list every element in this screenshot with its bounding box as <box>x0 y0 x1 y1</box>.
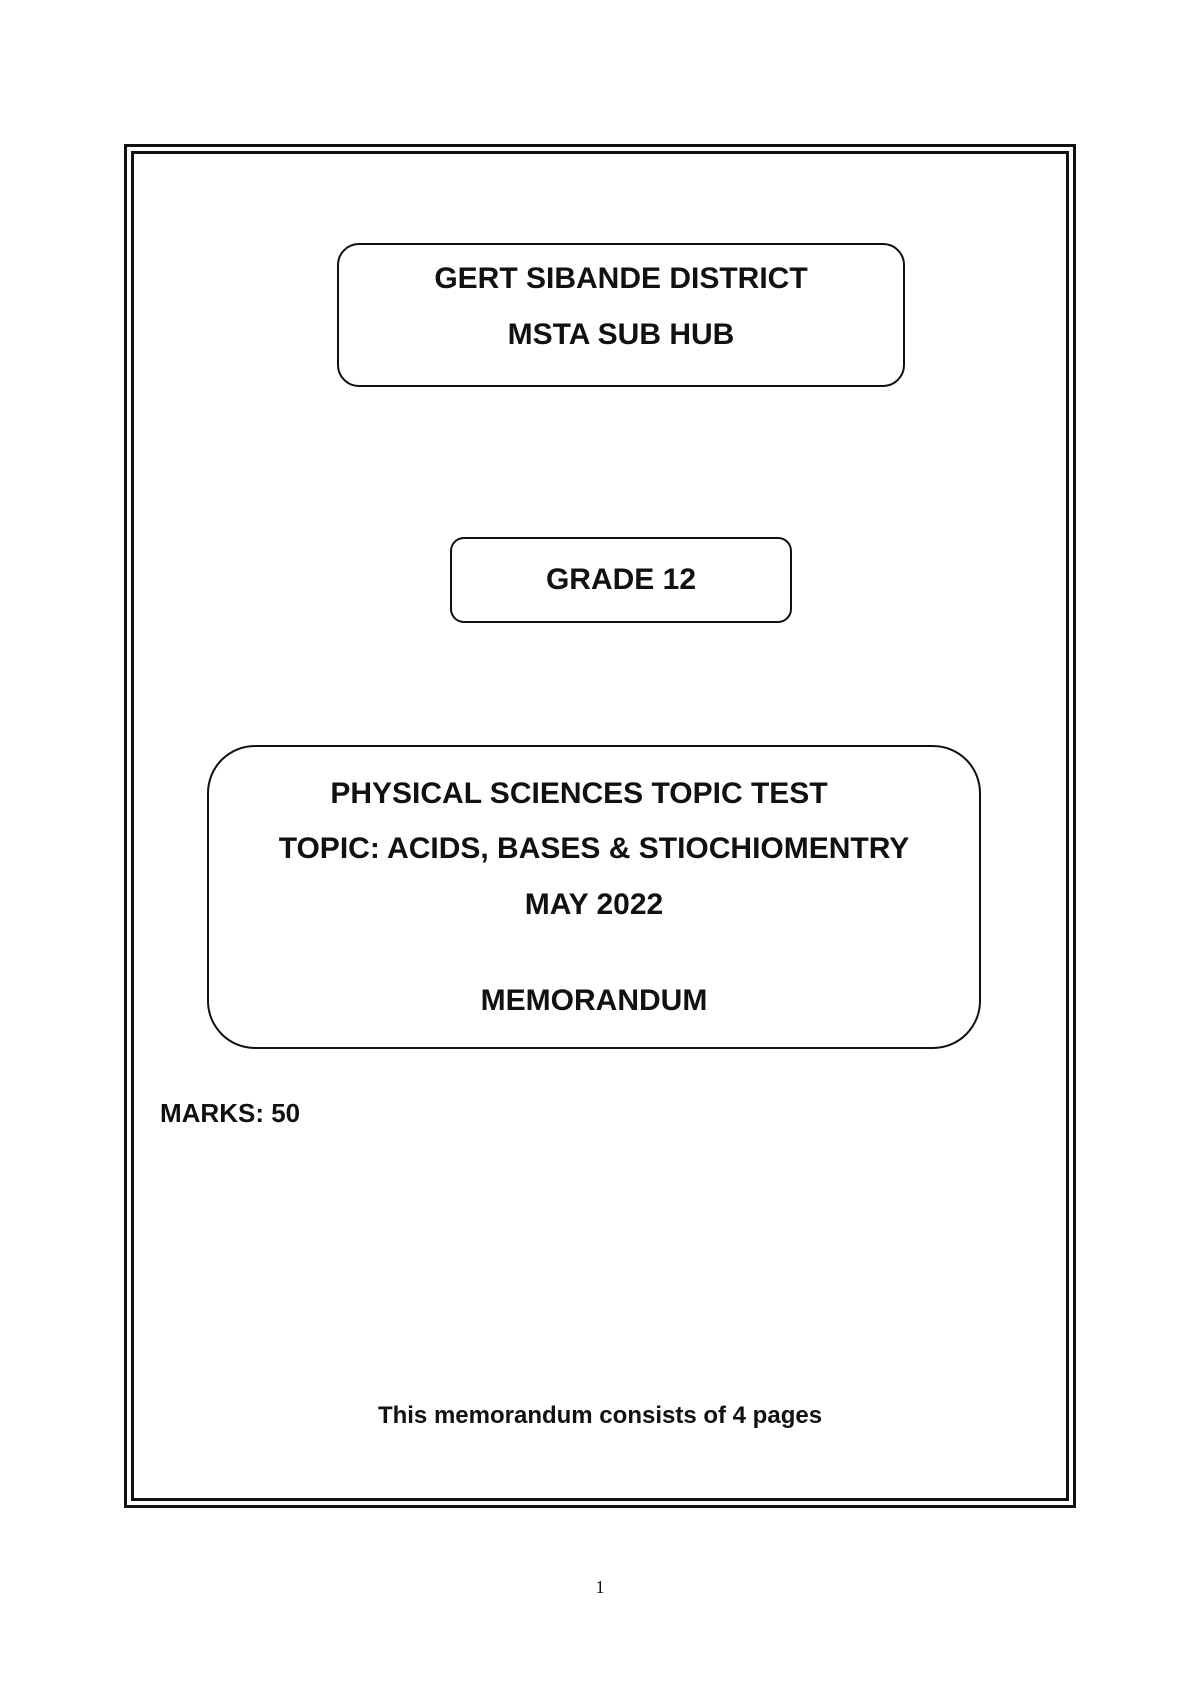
page-count-note: This memorandum consists of 4 pages <box>377 1402 823 1429</box>
page-number: 1 <box>595 1577 605 1597</box>
test-topic: TOPIC: ACIDS, BASES & STIOCHIOMENTRY <box>278 832 910 865</box>
sub-hub-name: MSTA SUB HUB <box>507 318 735 351</box>
total-marks: MARKS: 50 <box>160 1098 301 1128</box>
district-box <box>337 243 905 387</box>
test-date: MAY 2022 <box>524 888 664 921</box>
document-type: MEMORANDUM <box>480 984 708 1017</box>
grade-label: GRADE 12 <box>545 563 697 596</box>
grade-box <box>450 537 792 623</box>
district-name: GERT SIBANDE DISTRICT <box>434 262 808 295</box>
test-title: PHYSICAL SCIENCES TOPIC TEST <box>330 777 828 810</box>
test-details-box <box>207 745 981 1049</box>
